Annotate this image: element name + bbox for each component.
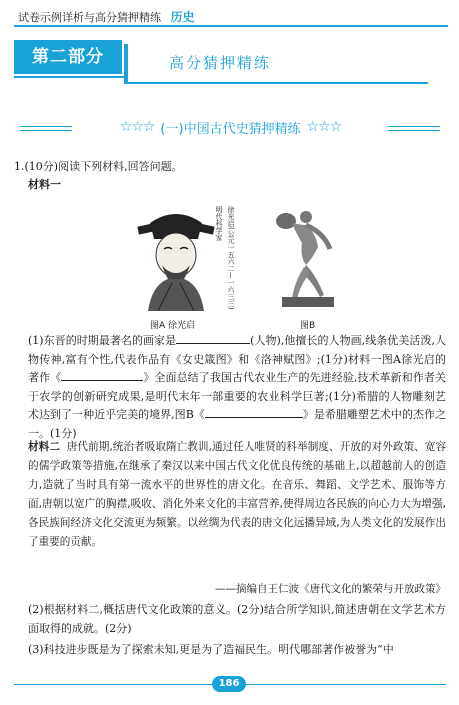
section-title: (一)中国古代史猜押精练 [160, 121, 301, 137]
question-part-1 [28, 332, 446, 444]
banner-divider [124, 44, 128, 84]
answer-blank[interactable] [205, 406, 303, 418]
header-rule [14, 25, 448, 27]
part-1-text-a: (1)东晋的时期最著名的画家是 [28, 334, 177, 347]
banner-underline [128, 82, 428, 84]
portrait-vertical-dates: 徐光启(公元一五六二—一六三三) [227, 206, 235, 310]
question-intro: 1.(10分)阅读下列材料,回答问题。 [14, 160, 183, 173]
figure-b-caption: 图B [300, 321, 316, 331]
answer-blank[interactable] [176, 332, 250, 344]
part-banner: 第二部分 [14, 40, 122, 74]
part-1-text-c: 》全面总结了我国古代农业生产的先进经验,技术革新和作者关于农学的创新研究成果,是明代末年一部重要的农业科学巨著;(1分)希腊的人物雕刻艺术达到了一种近乎完美的境界,图B《 [28, 371, 447, 422]
statue-figure [272, 203, 344, 311]
material-two-text: 唐代前期,统治者吸取隋亡教训,通过任人唯贤的科举制度、开放的对外政策、宽容的儒学政策等措施,在继承了秦汉以来中国古代文化优良传统的基础上,以超越前人的创造力,造就了当时具有第一流水平的世界性的唐文化。在音乐、舞蹈、文学艺术、服饰等方面,唐朝以宽广的胸襟,吸收、消化外来文化的丰富营养,使得周边各民族的向心力大为增强,各民族间经济文化交流更为频繁。以丝绸为代表的唐文化远播异域,为人类文化的发展作出了重要的贡献。 [28, 441, 447, 548]
question-part-3: (3)科技进步既是为了探索未知,更是为了造福民生。明代哪部著作被誉为“中 [28, 643, 394, 656]
material-two-label: 材料二 [28, 441, 60, 453]
banner-underline-left [14, 76, 124, 78]
answer-blank[interactable] [61, 369, 143, 381]
part-1-text-d: 》是希腊雕塑艺术中的杰作之一。(1分) [28, 408, 446, 440]
part-1-text-b: (人物),他擅长的人物画,线条优美活泼,人物传神,富有个性,代表作品有《女史箴图》和《洛神赋图》;(1分)材料一图A徐光启的著作《 [28, 334, 446, 385]
material-two [28, 438, 446, 552]
star-icon: ☆☆☆ [306, 119, 342, 135]
book-title: 试卷示例详析与高分猜押精练 [18, 11, 161, 24]
portrait-figure [128, 203, 224, 311]
citation: ——摘编自王仁波《唐代文化的繁荣与开放政策》 [215, 583, 446, 595]
portrait-vertical-title: 明代科学家 [215, 206, 223, 241]
running-header [18, 8, 195, 25]
star-icon: ☆☆☆ [119, 119, 155, 135]
page-number: 186 [212, 676, 246, 692]
subject-label: 历史 [170, 10, 195, 24]
material-one-label: 材料一 [28, 178, 61, 191]
section-heading [58, 116, 403, 138]
banner-title: 高分猜押精练 [168, 54, 271, 72]
figure-a-caption: 图A 徐光启 [150, 321, 196, 331]
question-part-2: (2)根据材料二,概括唐代文化政策的意义。(2分)结合所学知识,简述唐朝在文学艺术方面取得的成就。(2分) [28, 603, 446, 635]
